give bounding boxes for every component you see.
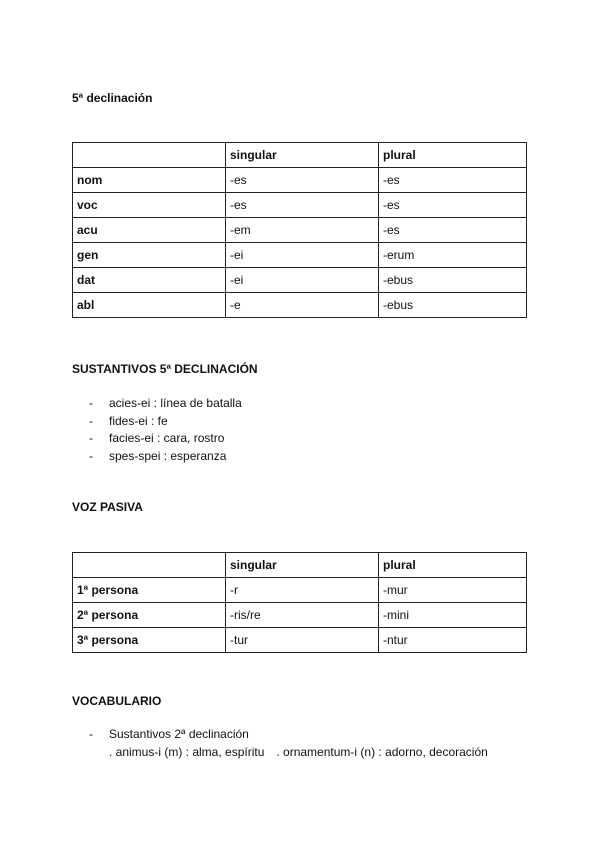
heading-vocabulary: VOCABULARIO bbox=[72, 694, 162, 708]
list-item bbox=[89, 395, 242, 413]
table-row-gen bbox=[73, 243, 527, 268]
case-label: nom bbox=[73, 168, 226, 193]
singular-ending: -r bbox=[226, 578, 379, 603]
table-header-row bbox=[73, 553, 527, 578]
table-row-acu bbox=[73, 218, 527, 243]
list-dash: - bbox=[89, 413, 93, 428]
case-label: acu bbox=[73, 218, 226, 243]
person-label: 2ª persona bbox=[73, 603, 226, 628]
singular-ending: -es bbox=[226, 168, 379, 193]
heading-nouns: SUSTANTIVOS 5ª DECLINACIÓN bbox=[72, 362, 258, 376]
singular-ending: -es bbox=[226, 193, 379, 218]
header-cell-empty bbox=[73, 553, 226, 578]
singular-ending: -e bbox=[226, 293, 379, 318]
table-row-third-person bbox=[73, 628, 527, 653]
list-item bbox=[89, 430, 242, 448]
noun-entry: spes-spei : esperanza bbox=[109, 448, 227, 463]
singular-ending: -ei bbox=[226, 268, 379, 293]
list-item bbox=[89, 448, 242, 466]
singular-ending: -em bbox=[226, 218, 379, 243]
plural-ending: -mur bbox=[379, 578, 527, 603]
noun-entry: acies-ei : línea de batalla bbox=[109, 396, 242, 410]
plural-ending: -ebus bbox=[379, 293, 527, 318]
heading-fifth-declension: 5ª declinación bbox=[72, 91, 153, 105]
person-label: 1ª persona bbox=[73, 578, 226, 603]
heading-passive-voice: VOZ PASIVA bbox=[72, 500, 143, 514]
header-cell-plural: plural bbox=[379, 143, 527, 168]
list-dash: - bbox=[89, 431, 93, 445]
nouns-list bbox=[89, 395, 242, 465]
list-dash: - bbox=[89, 448, 93, 463]
vocab-entry: . ornamentum-i (n) : adorno, decoración bbox=[276, 744, 488, 759]
table-row-abl bbox=[73, 293, 527, 318]
header-cell-empty bbox=[73, 143, 226, 168]
list-item bbox=[89, 726, 488, 761]
plural-ending: -mini bbox=[379, 603, 527, 628]
plural-ending: -es bbox=[379, 218, 527, 243]
case-label: gen bbox=[73, 243, 226, 268]
vocab-entries bbox=[109, 744, 488, 762]
header-cell-plural: plural bbox=[379, 553, 527, 578]
table-row-dat bbox=[73, 268, 527, 293]
table-header-row bbox=[73, 143, 527, 168]
header-cell-singular: singular bbox=[226, 143, 379, 168]
plural-ending: -ntur bbox=[379, 628, 527, 653]
vocabulary-list bbox=[89, 726, 488, 761]
singular-ending: -tur bbox=[226, 628, 379, 653]
plural-ending: -ebus bbox=[379, 268, 527, 293]
singular-ending: -ris/re bbox=[226, 603, 379, 628]
case-label: dat bbox=[73, 268, 226, 293]
noun-entry: facies-ei : cara, rostro bbox=[109, 431, 225, 445]
list-dash: - bbox=[89, 396, 93, 410]
case-label: abl bbox=[73, 293, 226, 318]
table-row-voc bbox=[73, 193, 527, 218]
table-row-second-person bbox=[73, 603, 527, 628]
passive-voice-table bbox=[72, 552, 527, 653]
header-cell-singular: singular bbox=[226, 553, 379, 578]
list-item bbox=[89, 413, 242, 431]
vocab-category: Sustantivos 2ª declinación bbox=[109, 727, 249, 741]
singular-ending: -ei bbox=[226, 243, 379, 268]
table-row-first-person bbox=[73, 578, 527, 603]
plural-ending: -es bbox=[379, 168, 527, 193]
list-dash: - bbox=[89, 727, 93, 741]
vocab-entry: . animus-i (m) : alma, espíritu bbox=[109, 744, 265, 759]
case-label: voc bbox=[73, 193, 226, 218]
person-label: 3ª persona bbox=[73, 628, 226, 653]
plural-ending: -es bbox=[379, 193, 527, 218]
plural-ending: -erum bbox=[379, 243, 527, 268]
declension-table bbox=[72, 142, 527, 318]
noun-entry: fides-ei : fe bbox=[109, 413, 168, 428]
table-row-nom bbox=[73, 168, 527, 193]
